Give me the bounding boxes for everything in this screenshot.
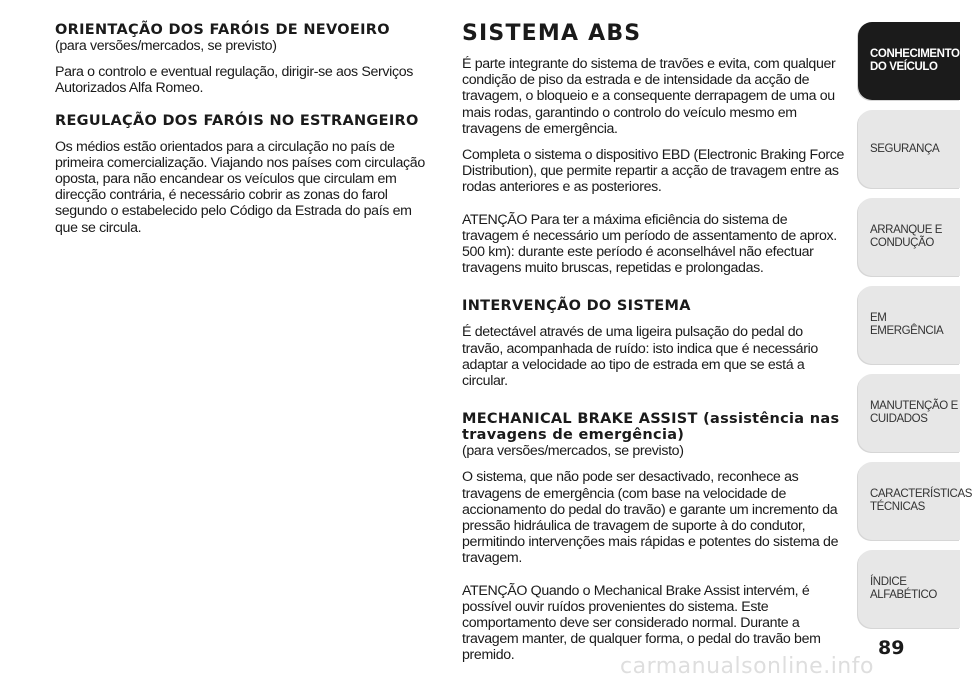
warning-paragraph: ATENÇÃO Quando o Mechanical Brake Assist intervém, é possível ouvir ruídos provenientes do sistema. Este comportamento deve ser considerado normal. Durante a travagem manter, de qualquer forma, o pedal do travão bem premido. [462,582,821,664]
tab-conhecimento[interactable] [858,22,960,100]
page-title: SISTEMA ABS [462,21,642,46]
section-heading-headlight-abroad: REGULAÇÃO DOS FARÓIS NO ESTRANGEIRO [55,112,419,129]
right-column [462,22,844,664]
note-versions: (para versões/mercados, se previsto) [55,38,277,54]
tab-arranque[interactable] [858,198,960,276]
tab-seguranca[interactable] [858,110,960,188]
chapter-tabs [858,22,972,638]
paragraph: Para o controlo e eventual regulação, dirigir-se aos Serviços Autorizados Alfa Romeo. [55,64,413,97]
paragraph: Completa o sistema o dispositivo EBD (Electronic Braking Force Distribution), que permite repartir a acção de travagem entre as rodas anteriores e as posteriores. [462,147,845,196]
paragraph: O sistema, que não pode ser desactivado, reconhece as travagens de emergência (com base na velocidade de accionamento do pedal do travão) e garante um incremento da pressão hidráulica de travagem de suporte à do condutor, permitindo intervenções mais rápidas e potentes do sistema de travagem. [462,469,839,567]
section-heading-fog-lights: ORIENTAÇÃO DOS FARÓIS DE NEVOEIRO [55,22,390,38]
note-versions: (para versões/mercados, se previsto) [462,443,684,460]
paragraph: É detectável através de uma ligeira pulsação do pedal do travão, acompanhada de ruído: isto indica que é necessário adaptar a velocidade ao tipo de estrada em que se está a circular. [462,324,818,390]
left-column [55,22,435,236]
page-number: 89 [878,637,905,659]
tab-label: SEGURANÇA [870,142,940,155]
tab-label: CARACTERÍSTICAS TÉCNICAS [870,488,972,513]
tab-indice[interactable] [858,550,960,628]
paragraph: Os médios estão orientados para a circulação no país de primeira comercialização. Viajando nos países com circulação oposta, para não encandear os veículos que circulam em direcção contrária, é necessário cobrir as zonas do farol segundo o estabelecido pelo Código da Estrada do país em que se circula. [55,138,425,236]
section-heading-intervention: INTERVENÇÃO DO SISTEMA [462,298,691,315]
paragraph: É parte integrante do sistema de travões e evita, com qualquer condição de piso da estrada e de intensidade da acção de travagem, o bloqueio e a consequente derrapagem de uma ou mais rodas, garantindo o controlo do veículo mesmo em travagens de emergência. [462,56,836,137]
tab-label: EM EMERGÊNCIA [870,312,944,337]
tab-label: ARRANQUE E CONDUÇÃO [870,224,943,249]
watermark: carmanualsonline.info [620,654,874,679]
section-heading-brake-assist: MECHANICAL BRAKE ASSIST (assistência nas travagens de emergência) [462,411,840,444]
tab-emergencia[interactable] [858,286,960,364]
warning-paragraph: ATENÇÃO Para ter a máxima eficiência do sistema de travagem é necessário um período de assentamento de aprox. 500 km): durante este período é aconselhável não efectuar travagens muito bruscas, repetidas e prolongadas. [462,211,837,277]
tab-caracteristicas[interactable] [858,462,972,540]
tab-label: MANUTENÇÃO E CUIDADOS [870,400,958,425]
tab-label: CONHECIMENTO DO VEÍCULO [870,48,960,73]
tab-label: ÍNDICE ALFABÉTICO [870,576,937,601]
tab-manutencao[interactable] [858,374,960,452]
